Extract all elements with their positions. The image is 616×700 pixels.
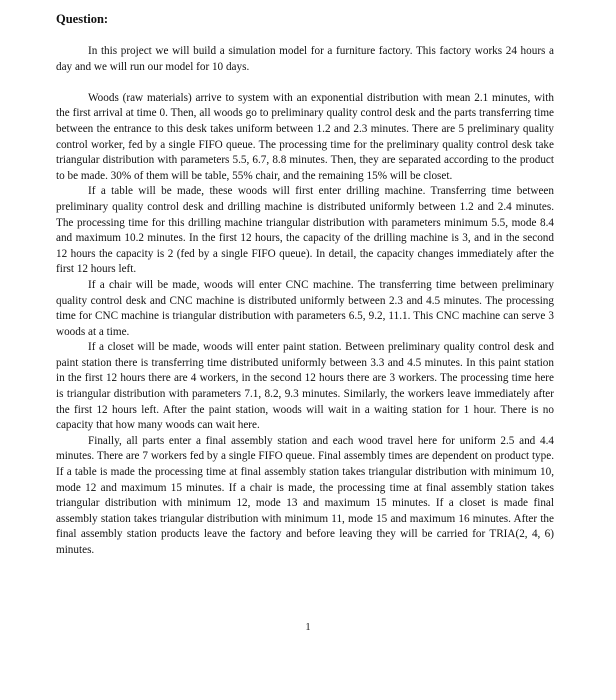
paragraph-chair: If a chair will be made, woods will enter CNC machine. The transferring time between preliminary quality control desk and CNC machine is distributed uniformly between 2.3 and 4.5 minutes. The processing time for CNC machine is triangular distribution with parameters 6.5, 9.2, 11.1. This CNC machine can serve 3 woods at a time.	[56, 278, 554, 338]
page-number: 1	[305, 622, 311, 633]
paragraph-arrivals: Woods (raw materials) arrive to system with an exponential distribution with mean 2.1 minutes, with the first arrival at time 0. Then, all woods go to preliminary quality control desk and the parts transferring time between the entrance to this desk takes uniform between 1.2 and 2.3 minutes. There are 5 preliminary quality control worker, fed by a single FIFO queue. The processing time for the preliminary quality control desk take triangular distribution with parameters 5.5, 6.7, 8.8 minutes. Then, they are separated according to the product to be made. 30% of them will be table, 55% chair, and the remaining 15% will be closet.	[56, 91, 554, 182]
question-heading: Question:	[56, 12, 109, 26]
paragraph-closet: If a closet will be made, woods will enter paint station. Between preliminary quality control desk and paint station there is transferring time distributed uniformly between 3.3 and 4.5 minutes. In this paint station in the first 12 hours there are 4 workers, in the second 12 hours there are 3 workers. The processing time here is triangular distribution with parameters 7.1, 8.2, 9.3 minutes. Similarly, the workers leave immediately after the first 12 hours left. After the paint station, woods will wait in a waiting station for 1 hour. There is no capacity that how many woods can wait here.	[56, 341, 554, 432]
paragraph-final-assembly: Finally, all parts enter a final assembly station and each wood travel here for uniform 2.5 and 4.4 minutes. There are 7 workers fed by a single FIFO queue. Final assembly times are dependent on product type. If a table is made the processing time at final assembly station takes triangular distribution with minimum 10, mode 12 and maximum 15 minutes. If a chair is made, the processing time at final assembly station takes triangular distribution with minimum 12, mode 13 and maximum 15 minutes. If a closet is made final assembly station takes triangular distribution with minimum 11, mode 15 and maximum 16 minutes. After the final assembly station products leave the factory and before leaving they will be carried for TRIA(2, 4, 6) minutes.	[56, 434, 554, 556]
paragraph-intro: In this project we will build a simulation model for a furniture factory. This factory works 24 hours a day and we will run our model for 10 days.	[56, 45, 554, 73]
document-body	[56, 44, 554, 559]
paragraph-table: If a table will be made, these woods will first enter drilling machine. Transferring time between preliminary quality control desk and drilling machine is distributed uniformly between 1.2 and 2.4 minutes. The processing time for this drilling machine triangular distribution with parameters minimum 5.5, mode 8.4 and maximum 10.2 minutes. In the first 12 hours, the capacity of the drilling machine is 3, and in the second 12 hours the capacity is 2 (fed by a single FIFO queue). In detail, the capacity changes immediately after the first 12 hours left.	[56, 185, 554, 276]
